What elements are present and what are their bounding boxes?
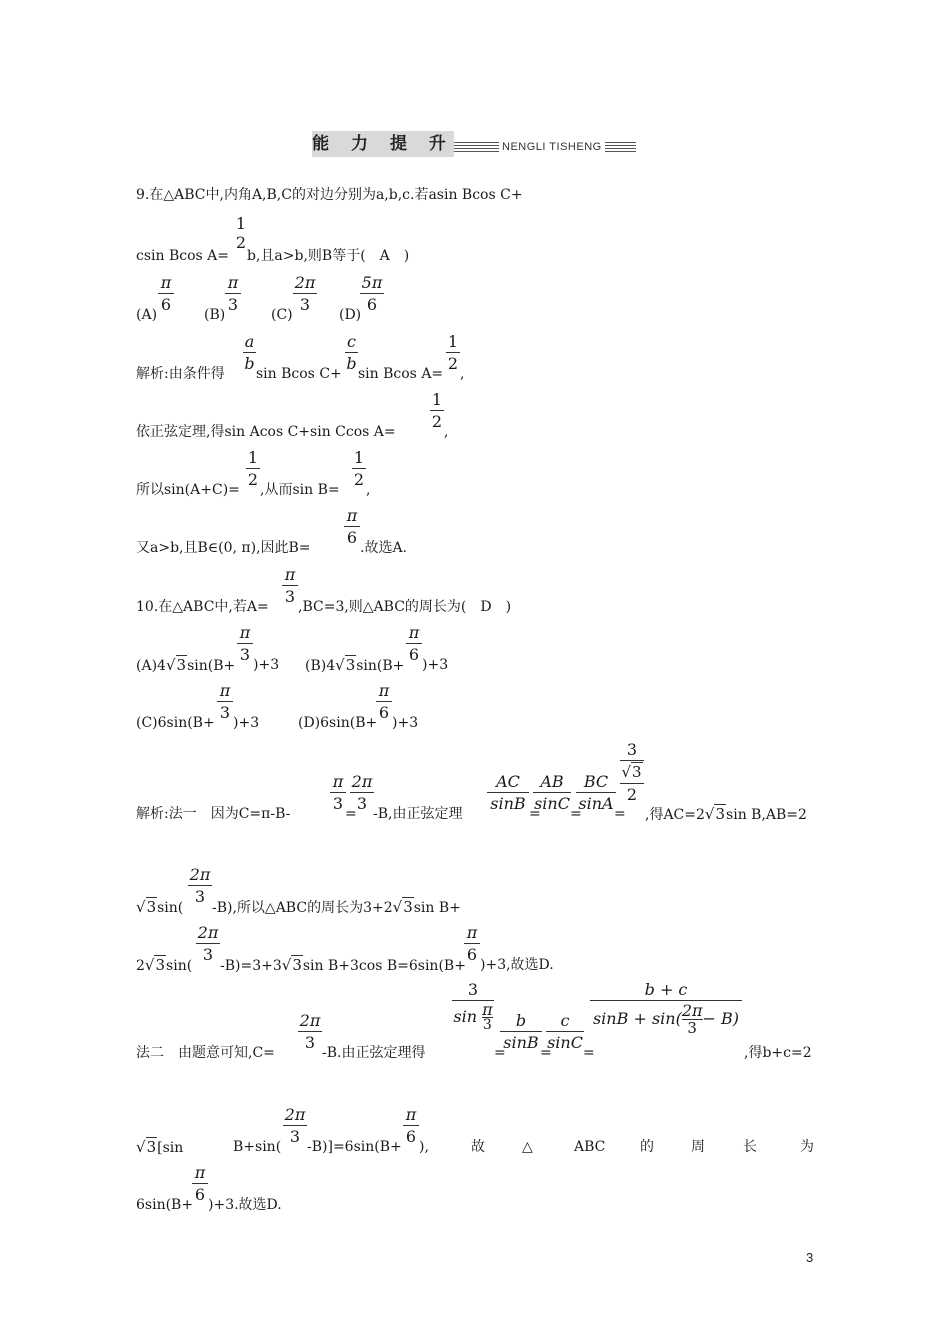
q10-method1-line2b: -B),所以△ABC的周长为3+2√3sin B+ (212, 898, 461, 916)
q9-option-a-frac: π 6 (158, 273, 174, 314)
q9-stem-line1: 9.在△ABC中,内角A,B,C的对边分别为a,b,c.若asin Bcos C+ (136, 187, 523, 203)
justified-word: 长 (743, 1139, 757, 1155)
q9-solution-line2a: 依正弦定理,得sin Acos C+sin Ccos A= (136, 424, 396, 440)
fraction-2pi-over-3: 2π 3 (189, 865, 211, 906)
q9-option-b-frac: π 3 (225, 273, 241, 314)
fraction-3-over-sqrt3-over-2: 3 √3 2 (620, 740, 644, 804)
q10-stem-a: 10.在△ABC中,若A= (136, 599, 269, 615)
q10-option-c-end: )+3 (233, 715, 260, 731)
page-number: 3 (806, 1250, 814, 1265)
q10-method2-line3b: )+3.故选D. (208, 1197, 282, 1213)
section-subtitle: NENGLI TISHENG (499, 141, 605, 154)
q10-method1-eq2: = (529, 806, 541, 822)
fraction-2pi-over-3: 2π 3 (197, 923, 219, 964)
fraction-half: 1 2 (247, 448, 259, 489)
fraction-half: 1 2 (353, 448, 365, 489)
q10-method1-eq3: = (570, 806, 582, 822)
fraction-pi-over-6: π 6 (344, 506, 360, 547)
q10-option-b-end: )+3 (422, 657, 449, 673)
fraction-pi-over-3: π 3 (217, 681, 233, 722)
q9-solution-line3c: , (366, 482, 371, 498)
q10-stem-b: ,BC=3,则△ABC的周长为( D ) (298, 599, 512, 615)
q10-method1-g: ,得AC=2√3sin B,AB=2 (645, 805, 807, 823)
q10-method2-line2c: -B)]=6sin(B+ (307, 1139, 402, 1155)
fraction-bpc-over-sum: b + c sinB + sin( $\frac{2\pi}{3}$ − B) (590, 980, 742, 1037)
fraction-half: 1 2 (447, 332, 459, 373)
q10-method1-line3c: )+3,故选D. (480, 957, 554, 973)
q10-method2-line2b: B+sin( (233, 1139, 282, 1155)
fraction-pi-over-6: π 6 (403, 1105, 419, 1146)
justified-word: 故 (471, 1139, 485, 1155)
q10-method1-eq4: = (614, 806, 626, 822)
q10-method2-f: ,得b+c=2 (744, 1045, 812, 1061)
q10-method2-line2d: ), (419, 1139, 429, 1155)
q10-method1-line3b: -B)=3+3√3sin B+3cos B=6sin(B+ (220, 956, 466, 974)
q10-method1-line3: 2√3sin( (136, 956, 193, 974)
fraction-pi-over-3: π 3 (330, 772, 346, 813)
justified-word: 的 (640, 1139, 654, 1155)
q10-method2-eq3: = (583, 1045, 595, 1061)
q10-option-d: (D)6sin(B+ (298, 715, 378, 731)
q10-method2-line3a: 6sin(B+ (136, 1197, 194, 1213)
q9-stem-line2a: csin Bcos A= (136, 248, 230, 264)
q9-option-b-label: (B) (204, 307, 226, 323)
fraction-pi-over-6: π 6 (192, 1163, 208, 1204)
justified-word: 周 (691, 1139, 705, 1155)
q9-option-c-label: (C) (271, 307, 293, 323)
justified-word: △ (522, 1139, 533, 1155)
q9-solution-line2b: , (444, 424, 449, 440)
fraction-c-sinC: c sinC (547, 1011, 583, 1052)
q9-stem-line2b: b,且a>b,则B等于( A ) (247, 248, 410, 264)
fraction-pi-over-3: π 3 (237, 623, 253, 664)
justified-word: ABC (574, 1139, 606, 1155)
fraction-pi-over-6: π 6 (376, 681, 392, 722)
fraction-b-sinB: b sinB (500, 1011, 542, 1052)
fraction-pi-over-6: π 6 (406, 623, 422, 664)
q10-method2-eq2: = (540, 1045, 552, 1061)
section-banner (312, 131, 454, 157)
q10-method2-a: 法二 由题意可知,C= (136, 1045, 275, 1061)
q9-solution-line1c: sin Bcos A= (358, 366, 444, 382)
fraction-AC-sinB: AC sinB (487, 772, 529, 813)
fraction-pi-over-3: π 3 (282, 565, 298, 606)
fraction-2pi-over-3: 2π 3 (351, 772, 373, 813)
fraction-3-over-sin-pi-3: 3 sin $\frac{\pi}{3}$ (453, 980, 493, 1033)
fraction-2pi-over-3: 2π 3 (284, 1105, 306, 1146)
justified-word: 为 (800, 1139, 814, 1155)
q9-option-d-label: (D) (339, 307, 362, 323)
fraction-2pi-over-3: 2π 3 (299, 1011, 321, 1052)
q10-method2-b: -B.由正弦定理得 (322, 1045, 426, 1061)
q10-method1-line2: √3sin( (136, 898, 184, 916)
q10-method1-c: -B,由正弦定理 (373, 806, 463, 822)
q9-option-a-label: (A) (136, 307, 158, 323)
q10-method2-eq1: = (494, 1045, 506, 1061)
q9-solution-line1d: , (460, 366, 465, 382)
q9-option-d-frac: 5π 6 (361, 273, 383, 314)
fraction-half: 1 2 (235, 214, 247, 252)
q9-solution-line1a: 解析:由条件得 (136, 366, 225, 382)
q10-option-a-end: )+3 (253, 657, 280, 673)
q9-solution-line3b: ,从而sin B= (260, 482, 340, 498)
q10-option-a: (A)4√3sin(B+ (136, 656, 236, 674)
q9-solution-line1b: sin Bcos C+ (256, 366, 342, 382)
q9-solution-line4b: .故选A. (360, 540, 408, 556)
fraction-BC-sinA: BC sinA (576, 772, 616, 813)
q10-method1-eq: = (345, 806, 357, 822)
section-title: 能 力 提 升 (312, 134, 454, 154)
q9-option-c-frac: 2π 3 (294, 273, 316, 314)
q9-solution-line3a: 所以sin(A+C)= (136, 482, 240, 498)
q10-option-c: (C)6sin(B+ (136, 715, 215, 731)
fraction-a-over-b: a b (244, 332, 255, 373)
q10-option-d-end: )+3 (392, 715, 419, 731)
q10-method1-a: 解析:法一 因为C=π-B- (136, 806, 291, 822)
fraction-half: 1 2 (431, 390, 443, 431)
q9-solution-line4a: 又a>b,且B∈(0, π),因此B= (136, 540, 311, 556)
fraction-pi-over-6: π 6 (464, 923, 480, 964)
fraction-c-over-b: c b (346, 332, 357, 373)
q10-option-b: (B)4√3sin(B+ (305, 656, 405, 674)
fraction-AB-sinC: AB sinC (534, 772, 570, 813)
q10-method2-line2a: √3[sin (136, 1138, 184, 1156)
